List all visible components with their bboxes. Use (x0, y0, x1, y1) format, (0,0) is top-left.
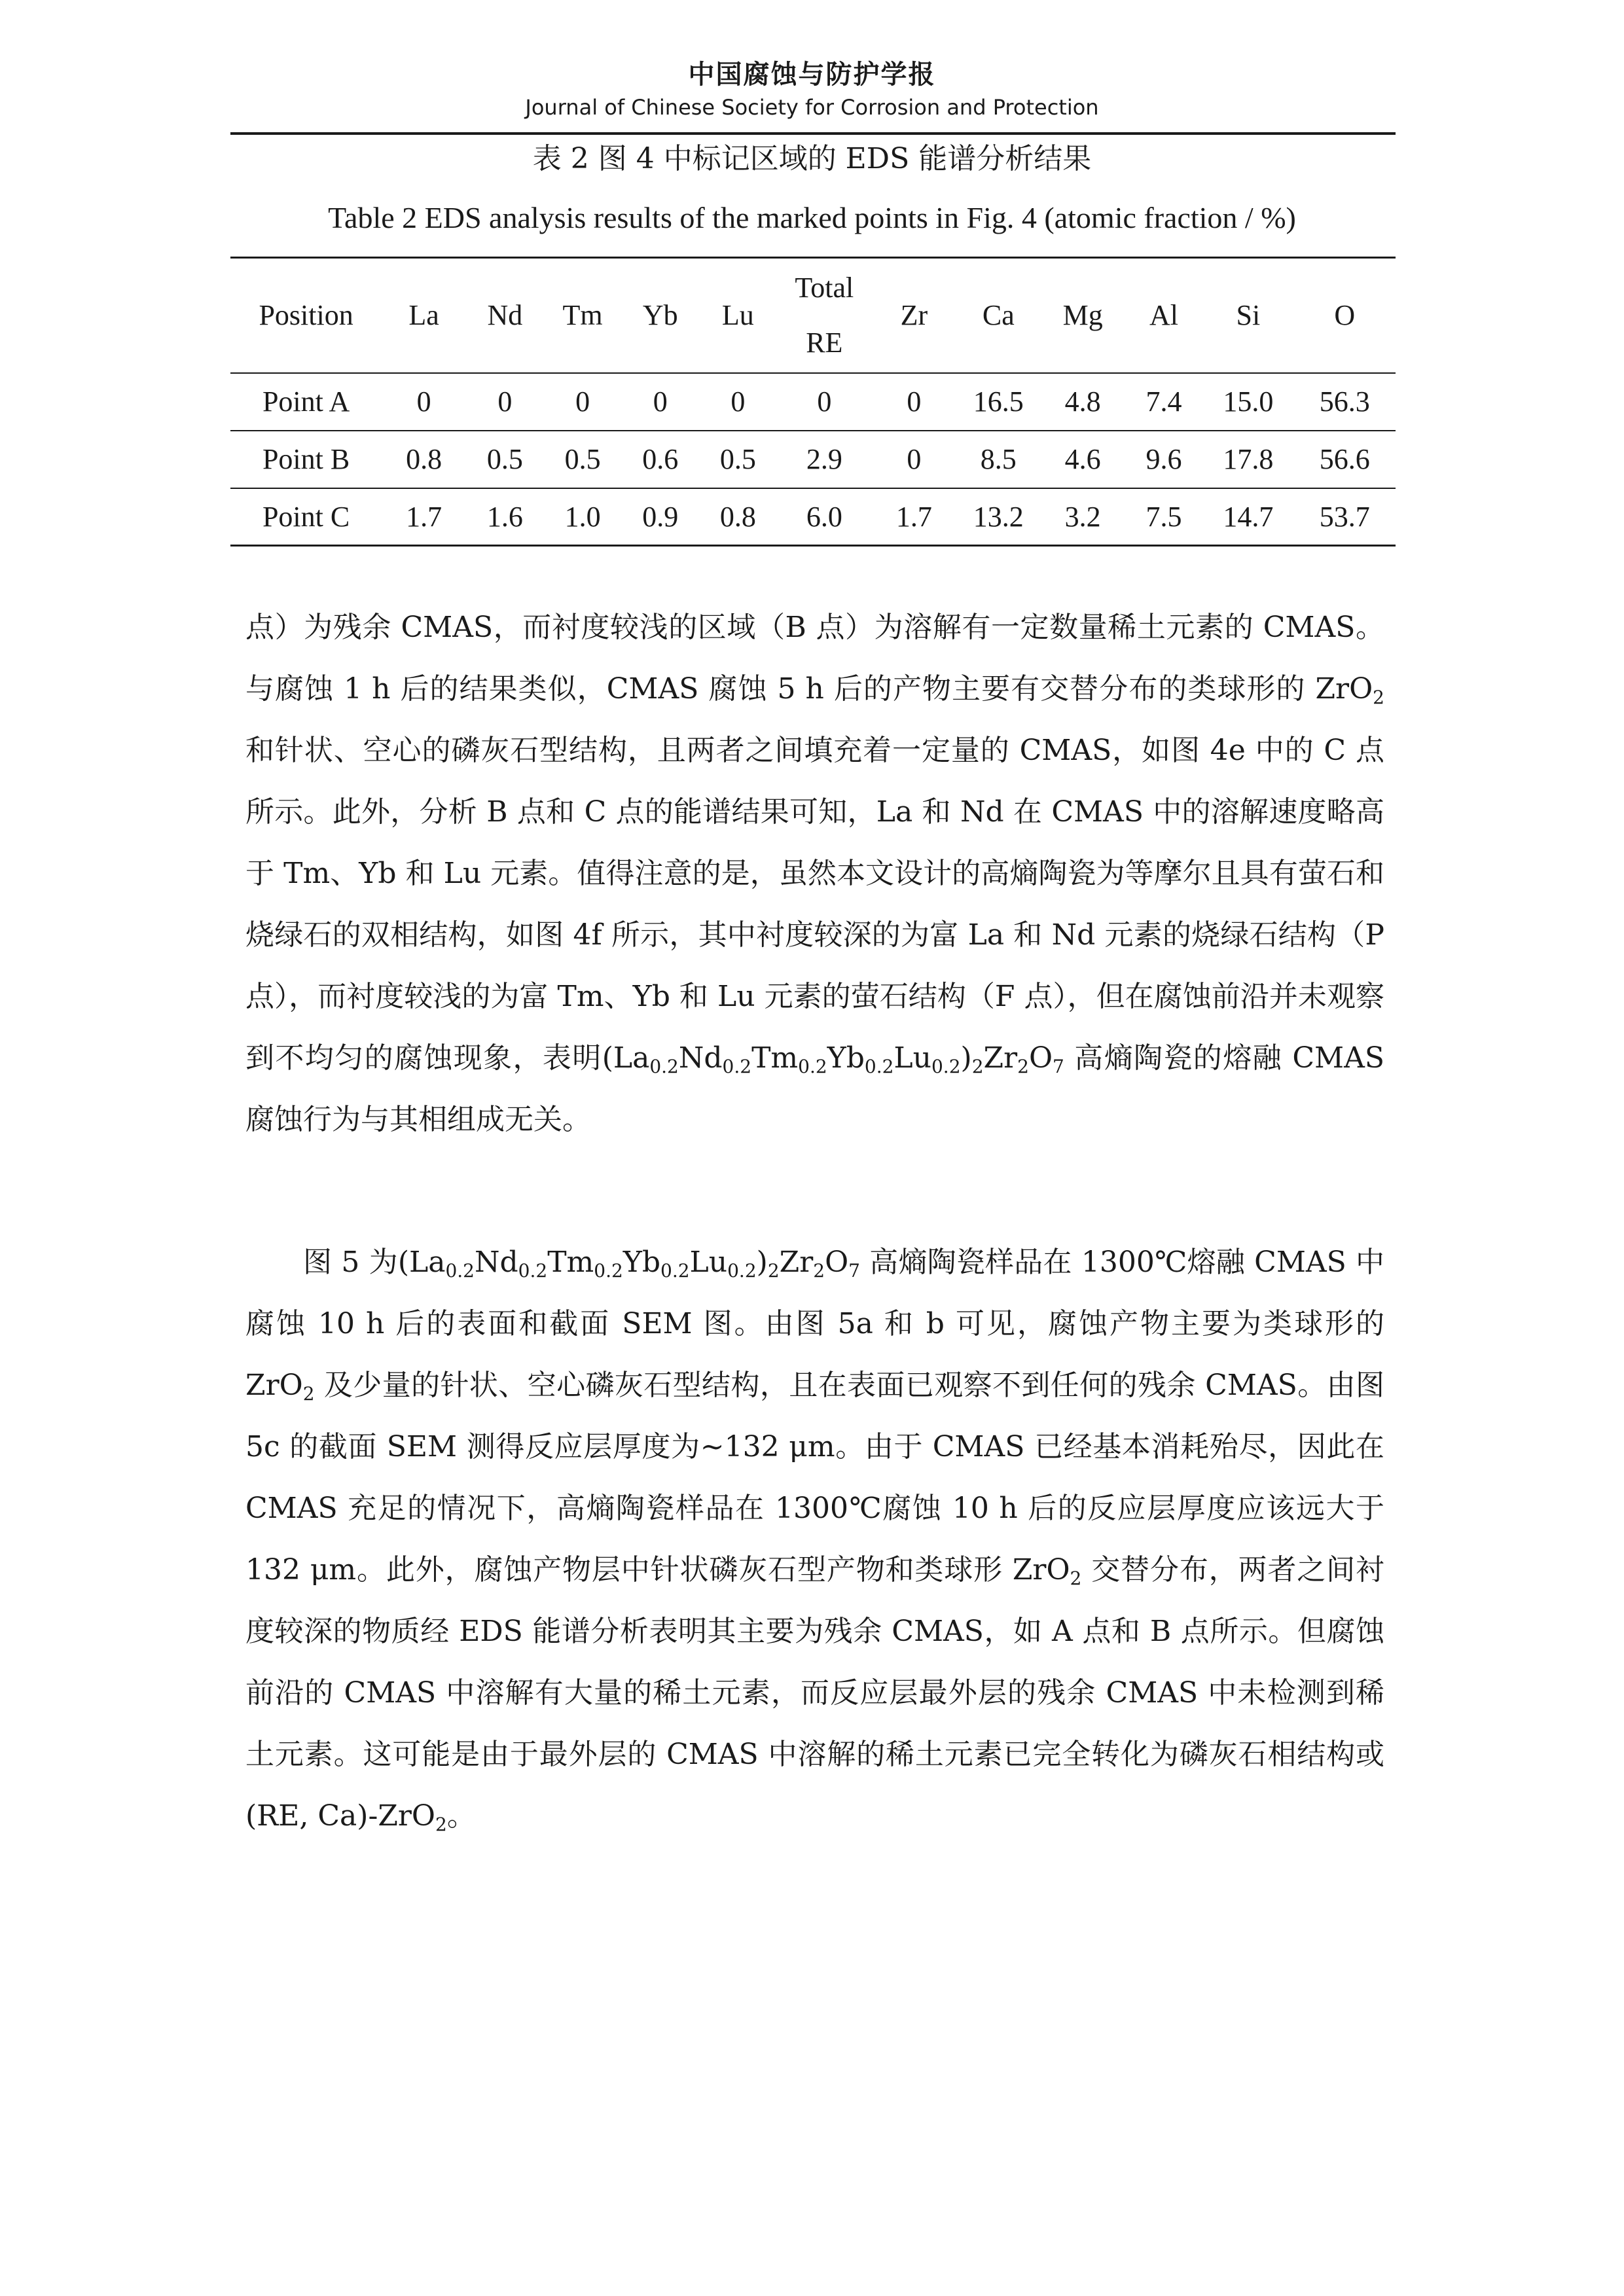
subscript: 0.2 (798, 1056, 827, 1077)
table-cell: 0 (416, 386, 431, 418)
table-row (230, 431, 1396, 488)
table-cell: 7.4 (1146, 386, 1182, 418)
table-cell: Point B (262, 443, 350, 475)
formula-element: Nd (474, 1246, 518, 1279)
journal-title-cn: 中国腐蚀与防护学报 (688, 60, 936, 90)
table-caption-cn: 表 2 图 4 中标记区域的 EDS 能谱分析结果 (532, 142, 1092, 175)
subscript: 0.2 (649, 1056, 679, 1077)
formula-element: Nd (678, 1041, 723, 1075)
subscript: 0.2 (864, 1056, 894, 1077)
formula-element: Lu (893, 1041, 931, 1075)
formula-element: Lu (689, 1246, 728, 1279)
table-cell: 0 (907, 443, 922, 475)
subscript: 2 (1373, 687, 1384, 708)
header-rule (230, 132, 1396, 135)
text-run: 交替分布，两者之间衬度较深的物质经 EDS 能谱分析表明其主要为残余 CMAS，如 A 点和 B 点所示。但腐蚀前沿的 CMAS 中溶解有大量的稀土元素，而反应层最外层的残余 CMAS 中未检测到稀土元素。这可能是由于最外层的 CMAS 中溶解的稀土元素已完全转化为磷灰石相结构或(RE, Ca)-ZrO (245, 1553, 1384, 1833)
formula-element: O (825, 1246, 849, 1279)
table-cell: 6.0 (806, 500, 842, 533)
subscript: 0.2 (722, 1056, 752, 1077)
table-cell: 0.5 (564, 443, 601, 475)
table-cell: 3.2 (1064, 500, 1101, 533)
subscript: 2 (435, 1814, 447, 1835)
header-cell: Mg (1062, 298, 1103, 331)
table-cell: 0 (731, 386, 746, 418)
journal-header (0, 56, 1624, 122)
table-row (230, 373, 1396, 431)
table-cell: 0 (497, 386, 513, 418)
table-cell: 0.6 (642, 443, 679, 475)
table-cell: 0 (817, 386, 832, 418)
table-cell: 2.9 (806, 443, 842, 475)
table-cell: 53.7 (1319, 500, 1370, 533)
subscript: 2 (767, 1260, 780, 1282)
text-run: 点）为残余 CMAS，而衬度较浅的区域（B 点）为溶解有一定数量稀土元素的 CMAS。与腐蚀 1 h 后的结果类似，CMAS 腐蚀 5 h 后的产物主要有交替分布的类球形的 ZrO (245, 611, 1384, 706)
table-cell: 0 (907, 386, 922, 418)
table-cell: Point C (262, 500, 350, 533)
text-run: 及少量的针状、空心磷灰石型结构，且在表面已观察不到任何的残余 CMAS。由图 5c 的截面 SEM 测得反应层厚度为~132 μm。由于 CMAS 已经基本消耗殆尽，因此在 CMAS 充足的情况下，高熵陶瓷样品在 1300℃腐蚀 10 h 后的反应层厚度应该远大于 132 μm。此外，腐蚀产物层中针状磷灰石型产物和类球形 ZrO (245, 1369, 1384, 1587)
formula-element: Yb (827, 1041, 865, 1075)
header-cell: Position (259, 298, 353, 331)
subscript: 0.2 (931, 1056, 961, 1077)
eds-results-table (230, 257, 1396, 547)
header-cell: Si (1236, 298, 1261, 331)
formula-element: ) (756, 1246, 768, 1279)
text-run: 高熵陶瓷的熔融 CMAS 腐蚀行为与其相组成无关。 (245, 1041, 1384, 1136)
table-cell: 0.9 (642, 500, 679, 533)
header-cell: Tm (562, 298, 603, 331)
table-cell: 14.7 (1223, 500, 1274, 533)
header-cell: O (1334, 298, 1356, 331)
table-cell: 4.8 (1064, 386, 1101, 418)
text-run: 和针状、空心的磷灰石型结构，且两者之间填充着一定量的 CMAS，如图 4e 中的 C 点所示。此外，分析 B 点和 C 点的能谱结果可知，La 和 Nd 在 CMAS 中的溶解速度略高于 Tm、Yb 和 Lu 元素。值得注意的是，虽然本文设计的高熵陶瓷为等摩尔且具有萤石和烧绿石的双相结构，如图 4f 所示，其中衬度较深的为富 La 和 Nd 元素的烧绿石结构（P 点），而衬度较浅的为富 Tm、Yb 和 Lu 元素的萤石结构（F 点），但在腐蚀前沿并未观察到不均匀的腐蚀现象，表明(La (245, 734, 1384, 1075)
formula-element: Tm (547, 1246, 594, 1279)
table-cell: 1.6 (486, 500, 523, 533)
table-header-row (230, 258, 1396, 373)
table-cell: 1.7 (895, 500, 932, 533)
table-cell: 9.6 (1146, 443, 1182, 475)
table-cell: 13.2 (973, 500, 1024, 533)
text-run: 高熵陶瓷样品在 1300℃熔融 CMAS 中腐蚀 10 h 后的表面和截面 SEM 图。由图 5a 和 b 可见，腐蚀产物主要为类球形的 ZrO (245, 1246, 1384, 1402)
table-cell: 7.5 (1146, 500, 1182, 533)
table-cell: 16.5 (973, 386, 1024, 418)
formula-element: Zr (779, 1246, 814, 1279)
table-cell: 56.6 (1319, 443, 1370, 475)
subscript: 2 (813, 1260, 825, 1282)
text-run: 。 (446, 1799, 476, 1833)
subscript: 0.2 (445, 1260, 475, 1282)
table-cell: 15.0 (1223, 386, 1274, 418)
header-cell: La (408, 298, 439, 331)
subscript: 7 (1053, 1056, 1064, 1077)
table-cell: 17.8 (1223, 443, 1274, 475)
formula-element: ) (960, 1041, 972, 1075)
table-cell: Point A (262, 386, 350, 418)
table-cell: 0 (575, 386, 590, 418)
formula-element: Tm (751, 1041, 799, 1075)
header-cell: Lu (721, 298, 754, 331)
header-cell: Total RE (795, 271, 854, 359)
subscript: 2 (1070, 1568, 1082, 1589)
subscript: 0.2 (518, 1260, 548, 1282)
table-cell: 1.0 (564, 500, 601, 533)
subscript: 0.2 (727, 1260, 757, 1282)
table-cell: 8.5 (980, 443, 1017, 475)
table-cell: 0.5 (486, 443, 523, 475)
table-cell: 0.8 (719, 500, 756, 533)
formula-element: O (1028, 1041, 1053, 1075)
subscript: 2 (971, 1056, 984, 1077)
formula-element: Zr (983, 1041, 1018, 1075)
text-run: 图 5 为(La (303, 1246, 446, 1279)
header-cell: Al (1149, 298, 1178, 331)
header-cell: Nd (487, 298, 523, 331)
table-cell: 1.7 (406, 500, 442, 533)
header-cell: Zr (900, 298, 928, 331)
subscript: 2 (302, 1383, 315, 1405)
paragraph-2 (245, 1232, 1384, 1847)
formula-element: Yb (623, 1246, 661, 1279)
header-cell: Yb (642, 298, 678, 331)
journal-title-en: Journal of Chinese Society for Corrosion and Protection (525, 95, 1099, 120)
subscript: 0.2 (594, 1260, 623, 1282)
subscript: 0.2 (660, 1260, 690, 1282)
table-cell: 0.8 (406, 443, 442, 475)
table-cell: 0.5 (719, 443, 756, 475)
subscript: 2 (1017, 1056, 1029, 1077)
header-cell: Ca (982, 298, 1015, 331)
paragraph-1 (245, 597, 1384, 1151)
table-cell: 4.6 (1064, 443, 1101, 475)
table-cell: 0 (653, 386, 668, 418)
table-caption-en: Table 2 EDS analysis results of the marked points in Fig. 4 (atomic fraction / %) (328, 201, 1296, 234)
table-cell: 56.3 (1319, 386, 1370, 418)
table-row (230, 488, 1396, 546)
subscript: 7 (848, 1260, 860, 1282)
